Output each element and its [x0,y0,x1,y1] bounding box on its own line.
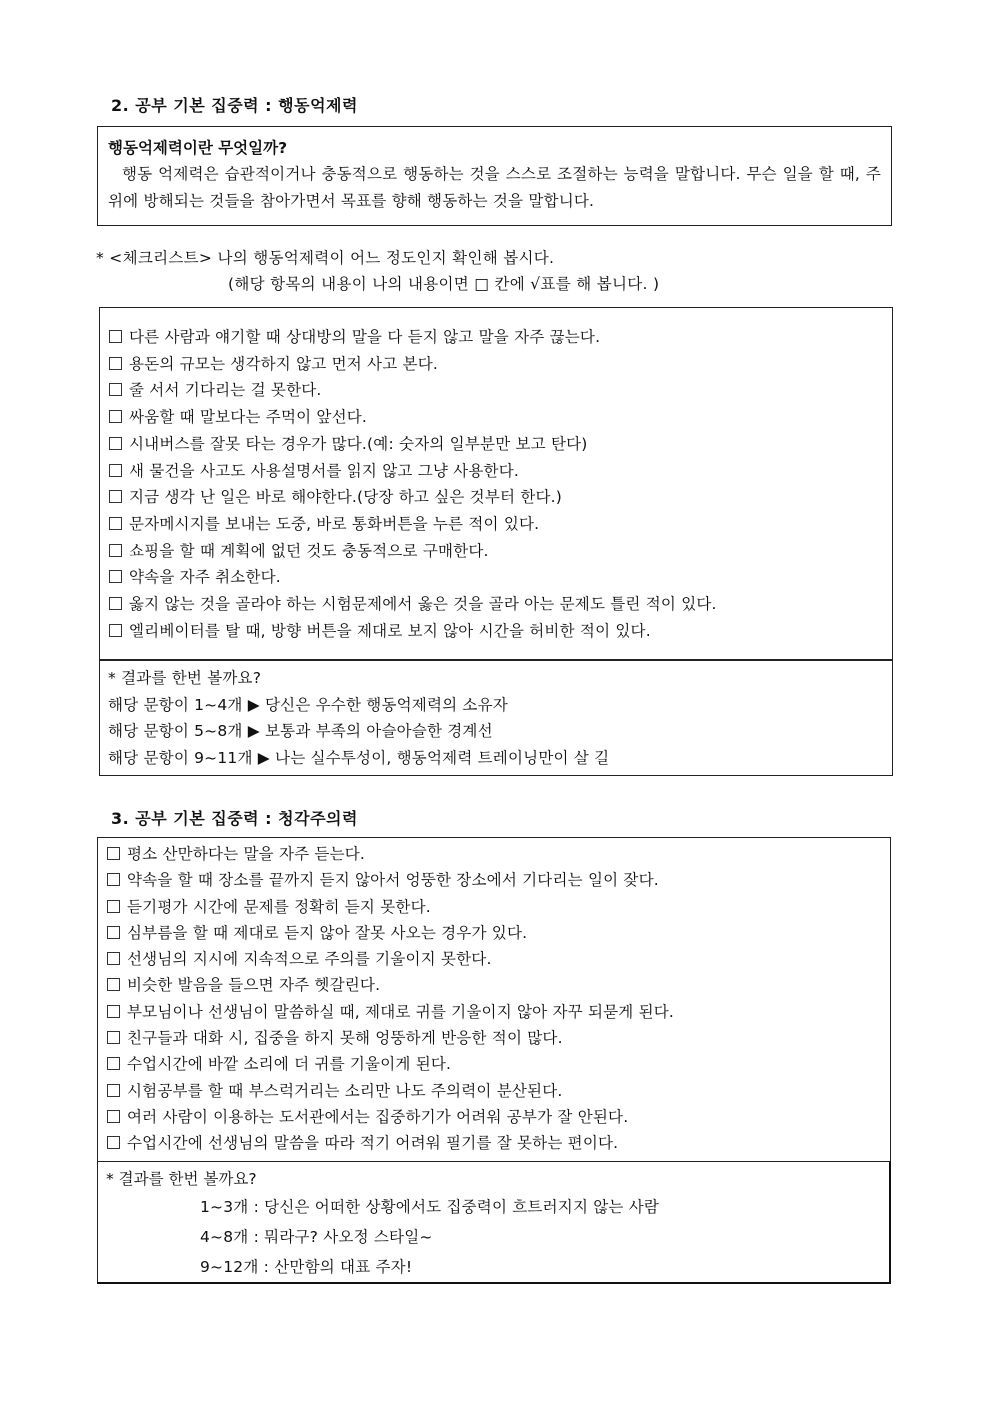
listening-checklist [97,837,891,1162]
checklist-item[interactable]: 평소 산만하다는 말을 자주 듣는다. [107,841,890,867]
checklist-item[interactable]: 비슷한 발음을 들으면 자주 헷갈린다. [107,972,890,998]
checklist-item[interactable]: 수업시간에 선생님의 말씀을 따라 적기 어려워 필기를 잘 못하는 편이다. [107,1130,890,1156]
checklist-item[interactable]: 쇼핑을 할 때 계획에 없던 것도 충동적으로 구매한다. [109,538,892,565]
checklist-item[interactable]: 심부름을 할 때 제대로 듣지 않아 잘못 사오는 경우가 있다. [107,920,890,946]
checkbox[interactable] [109,330,122,343]
checklist-item[interactable]: 용돈의 규모는 생각하지 않고 먼저 사고 본다. [109,351,892,378]
checklist-item[interactable]: 지금 생각 난 일은 바로 해야한다.(당장 하고 싶은 것부터 한다.) [109,484,892,511]
checkbox[interactable] [107,952,120,965]
checkbox[interactable] [109,410,122,423]
section2-heading: 2. 공부 기본 집중력 : 행동억제력 [111,96,358,115]
checkbox[interactable] [107,1057,120,1070]
checkbox[interactable] [107,1136,120,1149]
checkbox[interactable] [107,1084,120,1097]
definition-box [97,126,892,226]
checklist-item[interactable]: 옳지 않는 것을 골라야 하는 시험문제에서 옳은 것을 골라 아는 문제도 틀린 적이 있다. [109,591,892,618]
checkbox[interactable] [109,464,122,477]
definition-title: 행동억제력이란 무엇일까? [108,139,288,157]
checkbox[interactable] [109,357,122,370]
checkbox[interactable] [109,544,122,557]
definition-body: 행동 억제력은 습관적이거나 충동적으로 행동하는 것을 스스로 조절하는 능력을 말합니다. 무슨 일을 할 때, 주위에 방해되는 것들을 참아가면서 목표를 향해 행동하는 것을 말합니다. [108,165,881,210]
checkbox[interactable] [107,926,120,939]
checkbox[interactable] [109,490,122,503]
checkbox[interactable] [109,597,122,610]
checklist-item[interactable]: 새 물건을 사고도 사용설명서를 읽지 않고 그냥 사용한다. [109,458,892,485]
checkbox[interactable] [107,900,120,913]
checkbox[interactable] [107,873,120,886]
checkbox[interactable] [107,978,120,991]
checklist-item[interactable]: 시험공부를 할 때 부스럭거리는 소리만 나도 주의력이 분산된다. [107,1078,890,1104]
checklist-item[interactable]: 약속을 할 때 장소를 끝까지 듣지 않아서 엉뚱한 장소에서 기다리는 일이 잦다. [107,867,890,893]
checklist-item[interactable]: 선생님의 지시에 지속적으로 주의를 기울이지 못한다. [107,946,890,972]
checklist-item[interactable]: 문자메시지를 보내는 도중, 바로 통화버튼을 누른 적이 있다. [109,511,892,538]
checklist-item[interactable]: 시내버스를 잘못 타는 경우가 많다.(예: 숫자의 일부분만 보고 탄다) [109,431,892,458]
result-line: 해당 문항이 5~8개 ▶ 보통과 부족의 아슬아슬한 경계선 [108,722,493,740]
checklist-item[interactable]: 다른 사람과 얘기할 때 상대방의 말을 다 듣지 않고 말을 자주 끊는다. [109,324,892,351]
behavior-result-box [99,660,893,776]
result-line: 해당 문항이 9~11개 ▶ 나는 실수투성이, 행동억제력 트레이닝만이 살 길 [108,748,610,767]
checkbox[interactable] [109,437,122,450]
result-line: 4~8개 : 뭐라구? 사오정 스타일~ [200,1228,433,1246]
checkbox[interactable] [109,383,122,396]
result-line: 1~3개 : 당신은 어떠한 상황에서도 집중력이 흐트러지지 않는 사람 [200,1198,660,1216]
checkbox[interactable] [107,847,120,860]
checkbox[interactable] [109,624,122,637]
checkbox[interactable] [109,570,122,583]
checklist-note: * <체크리스트> 나의 행동억제력이 어느 정도인지 확인해 봅시다. [96,249,555,267]
checkbox[interactable] [107,1031,120,1044]
listening-result-box [97,1161,891,1284]
checkbox[interactable] [109,517,122,530]
checklist-item[interactable]: 듣기평가 시간에 문제를 정확히 듣지 못한다. [107,894,890,920]
result-line: 해당 문항이 1~4개 ▶ 당신은 우수한 행동억제력의 소유자 [108,695,508,714]
checklist-item[interactable]: 수업시간에 바깥 소리에 더 귀를 기울이게 된다. [107,1051,890,1077]
checklist-item[interactable]: 싸움할 때 말보다는 주먹이 앞선다. [109,404,892,431]
behavior-checklist [99,307,893,660]
checklist-item[interactable]: 약속을 자주 취소한다. [109,564,892,591]
result-title: * 결과를 한번 볼까요? [106,1170,257,1188]
checkbox[interactable] [107,1110,120,1123]
result-line: 9~12개 : 산만함의 대표 주자! [200,1258,413,1276]
checklist-item[interactable]: 엘리베이터를 탈 때, 방향 버튼을 제대로 보지 않아 시간을 허비한 적이 있다. [109,618,892,645]
checklist-instruction: (해당 항목의 내용이 나의 내용이면 □ 칸에 √표를 해 봅니다. ) [228,275,660,293]
checklist-item[interactable]: 줄 서서 기다리는 걸 못한다. [109,377,892,404]
checklist-item[interactable]: 여러 사람이 이용하는 도서관에서는 집중하기가 어려워 공부가 잘 안된다. [107,1104,890,1130]
result-title: * 결과를 한번 볼까요? [108,669,262,687]
section3-heading: 3. 공부 기본 집중력 : 청각주의력 [111,809,358,828]
checklist-item[interactable]: 친구들과 대화 시, 집중을 하지 못해 엉뚱하게 반응한 적이 많다. [107,1025,890,1051]
checklist-item[interactable]: 부모님이나 선생님이 말씀하실 때, 제대로 귀를 기울이지 않아 자꾸 되묻게 된다. [107,999,890,1025]
checkbox[interactable] [107,1005,120,1018]
